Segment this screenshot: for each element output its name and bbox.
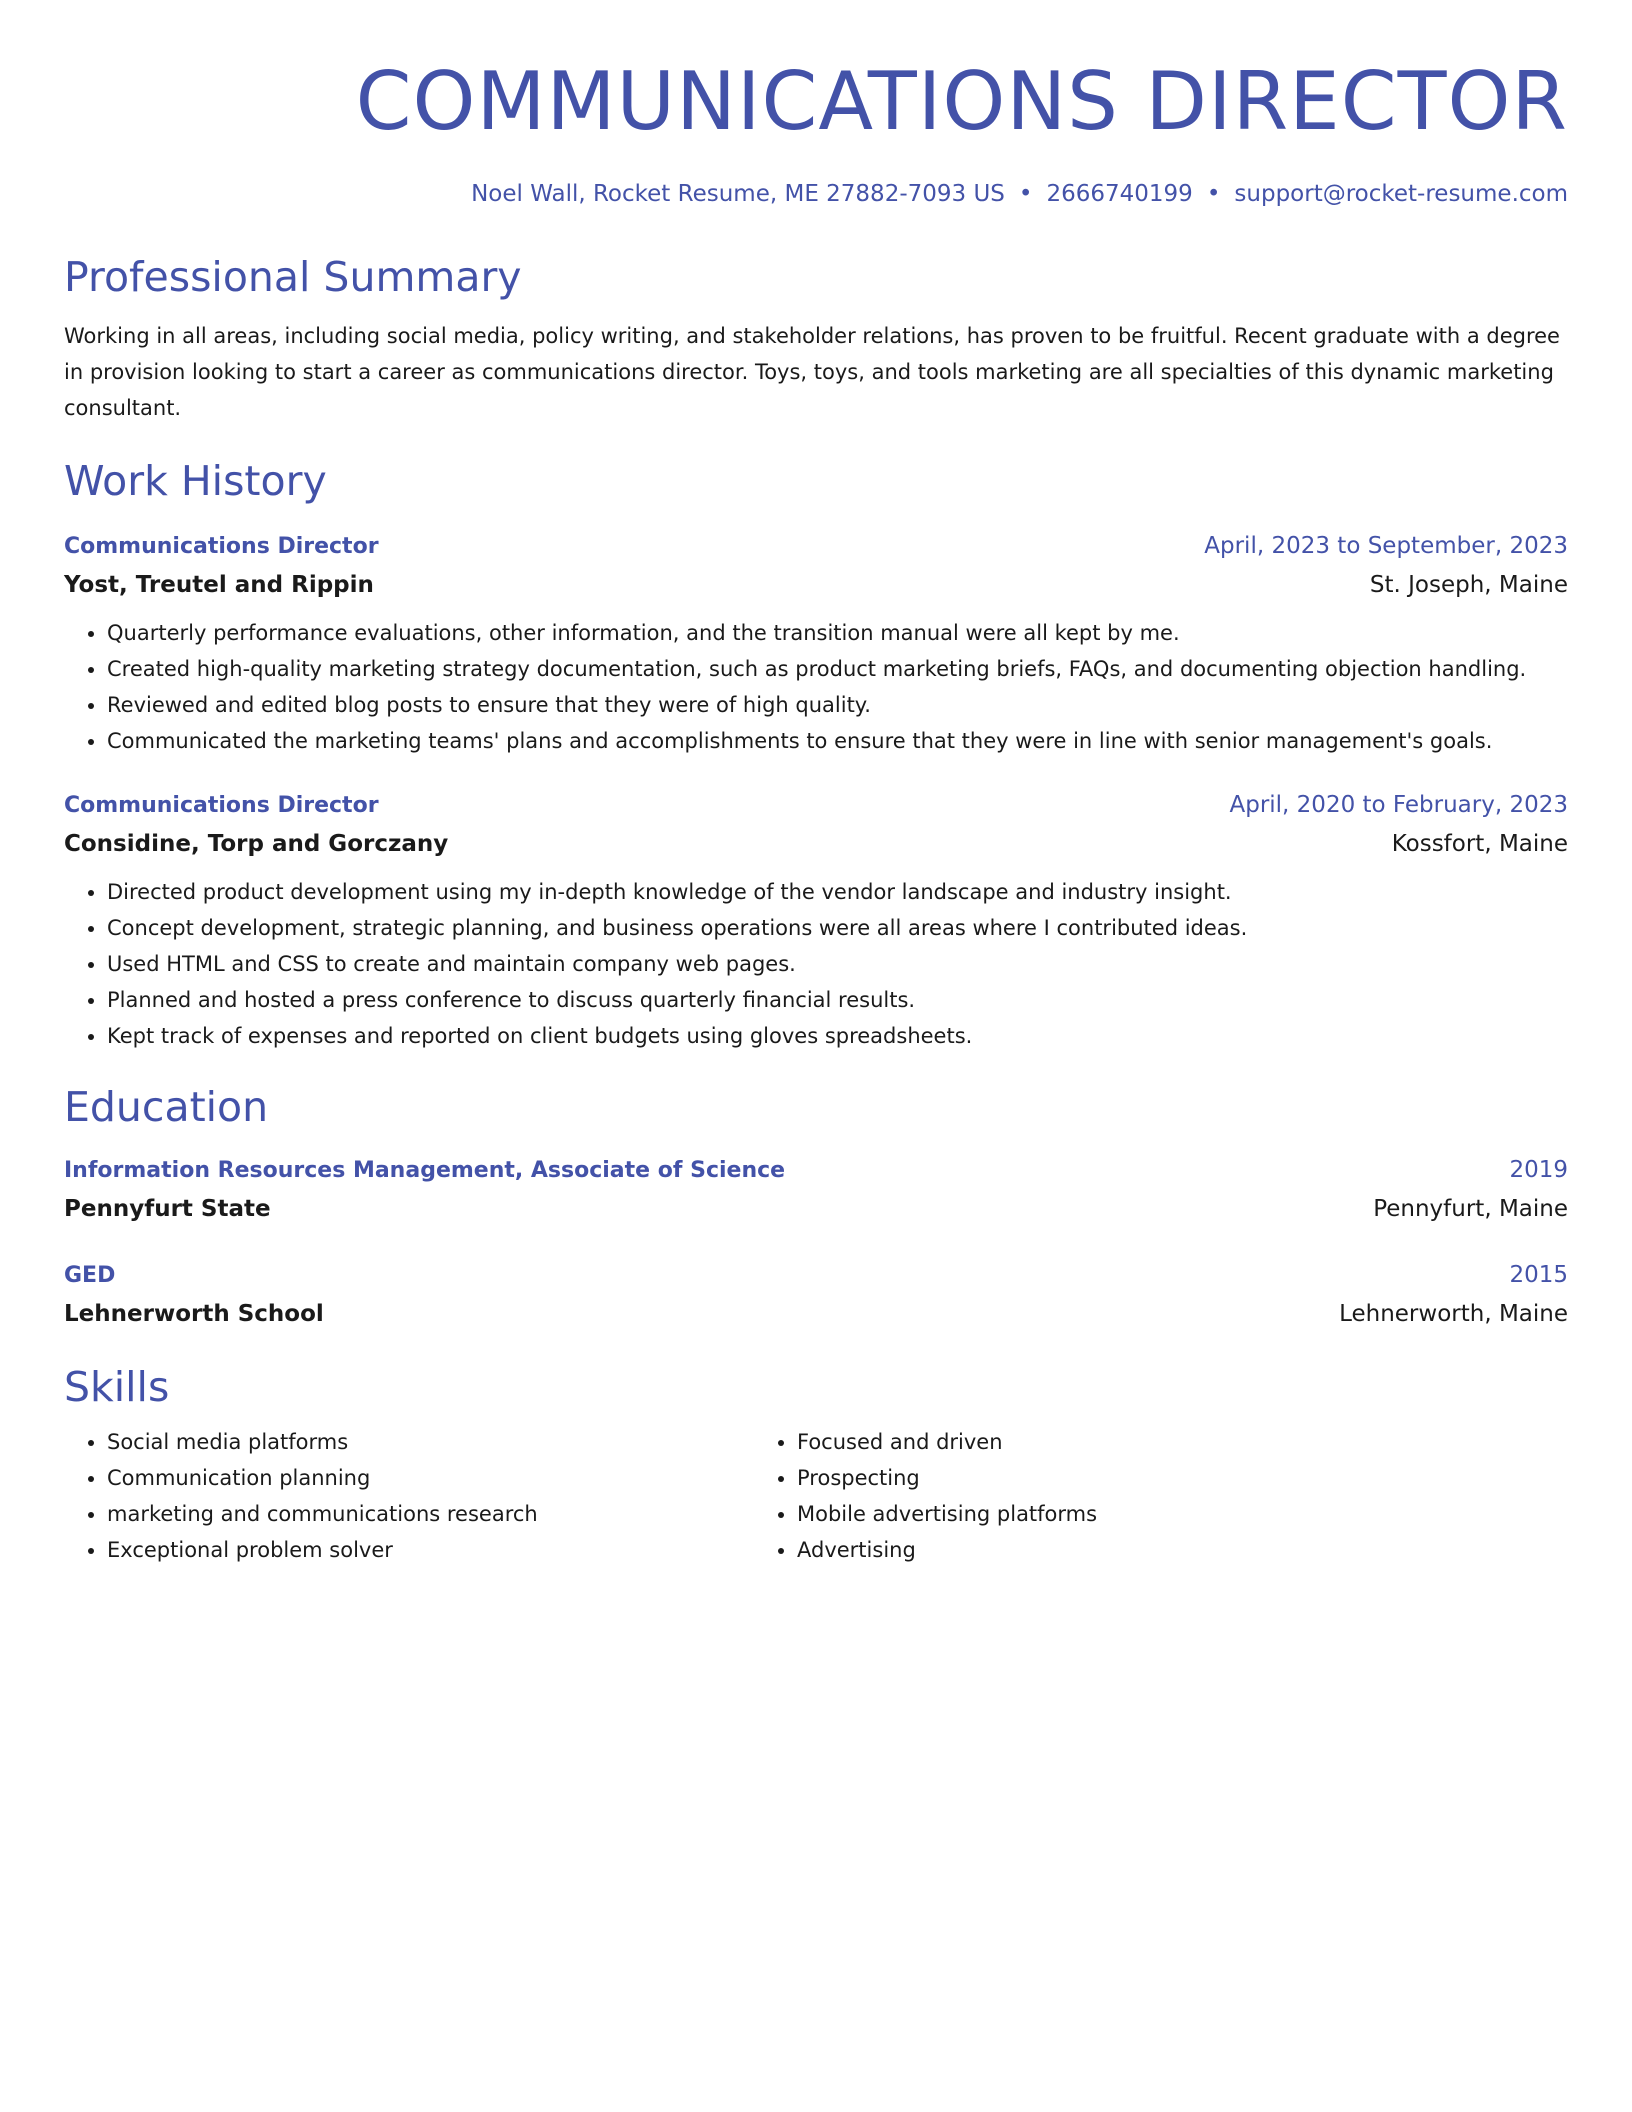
job-company-row [64, 569, 1568, 601]
education-location: Pennyfurt, Maine [1373, 1196, 1568, 1222]
job-location: St. Joseph, Maine [1369, 572, 1568, 598]
job-dates: April, 2020 to February, 2023 [1229, 792, 1568, 818]
job-role: Communications Director [64, 534, 379, 559]
job-bullet: • Directed product development using my in-depth knowledge of the vendor landscape and industry insight. [107, 874, 1568, 910]
job-bullet: • Quarterly performance evaluations, other information, and the transition manual were all kept by me. [107, 615, 1568, 651]
education-degree: Information Resources Management, Associate of Science [64, 1158, 786, 1183]
job-entry [64, 530, 1568, 759]
summary-text: Working in all areas, including social media, policy writing, and stakeholder relations, has proven to be fruitful. Recent graduate with a degree in provision looking to start a career as communications director. Toys, toys, and tools marketing are all specialties of this dynamic marketing consultant. [64, 324, 1560, 420]
job-role: Communications Director [64, 793, 379, 818]
resume-header [64, 54, 1568, 210]
skills-grid [64, 1424, 1568, 1568]
skill-item: • Focused and driven [797, 1424, 1444, 1460]
contact-line [64, 178, 1568, 210]
education-degree: GED [64, 1263, 116, 1288]
skills-heading: Skills [64, 1363, 170, 1411]
job-company: Yost, Treutel and Rippin [64, 572, 374, 598]
skill-item: • Mobile advertising platforms [797, 1496, 1444, 1532]
education-entry [64, 1154, 1568, 1225]
resume-title: COMMUNICATIONS DIRECTOR [355, 55, 1568, 148]
skill-item: • Social media platforms [107, 1424, 754, 1460]
skills-list-left [64, 1424, 754, 1568]
job-bullet: • Used HTML and CSS to create and maintain company web pages. [107, 946, 1568, 982]
job-company: Considine, Torp and Gorczany [64, 831, 449, 857]
work-history-heading: Work History [64, 457, 327, 505]
education-location: Lehnerworth, Maine [1339, 1301, 1568, 1327]
job-entry [64, 789, 1568, 1054]
job-location: Kossfort, Maine [1391, 831, 1568, 857]
job-bullet: • Planned and hosted a press conference to discuss quarterly financial results. [107, 982, 1568, 1018]
education-year: 2019 [1509, 1157, 1568, 1183]
job-bullet: • Reviewed and edited blog posts to ensure that they were of high quality. [107, 687, 1568, 723]
summary-heading: Professional Summary [64, 253, 522, 301]
education-degree-row [64, 1154, 1568, 1187]
job-title-row [64, 789, 1568, 822]
education-heading: Education [64, 1083, 269, 1131]
education-entry [64, 1259, 1568, 1330]
education-school-row [64, 1298, 1568, 1330]
skill-item: • Prospecting [797, 1460, 1444, 1496]
contact-separator: • [1206, 181, 1221, 207]
skill-item: • Exceptional problem solver [107, 1532, 754, 1568]
skill-item: • Communication planning [107, 1460, 754, 1496]
contact-separator: • [1018, 181, 1033, 207]
job-bullets [64, 615, 1568, 759]
contact-address: Noel Wall, Rocket Resume, ME 27882-7093 US [471, 181, 1005, 207]
job-bullets [64, 874, 1568, 1054]
contact-phone: 2666740199 [1046, 181, 1193, 207]
skill-item: • marketing and communications research [107, 1496, 754, 1532]
job-dates: April, 2023 to September, 2023 [1204, 533, 1568, 559]
job-bullet: • Created high-quality marketing strategy documentation, such as product marketing briefs, FAQs, and documenting objection handling. [107, 651, 1568, 687]
job-bullet: • Kept track of expenses and reported on client budgets using gloves spreadsheets. [107, 1018, 1568, 1054]
job-title-row [64, 530, 1568, 563]
skill-item: • Advertising [797, 1532, 1444, 1568]
education-school: Lehnerworth School [64, 1301, 324, 1327]
education-school-row [64, 1193, 1568, 1225]
education-degree-row [64, 1259, 1568, 1292]
contact-email: support@rocket-resume.com [1234, 181, 1568, 207]
education-school: Pennyfurt State [64, 1196, 271, 1222]
skills-list-right [754, 1424, 1444, 1568]
job-bullet: • Communicated the marketing teams' plans and accomplishments to ensure that they were in line with senior management's goals. [107, 723, 1568, 759]
job-company-row [64, 828, 1568, 860]
job-bullet: • Concept development, strategic planning, and business operations were all areas where I contributed ideas. [107, 910, 1568, 946]
education-year: 2015 [1509, 1262, 1568, 1288]
